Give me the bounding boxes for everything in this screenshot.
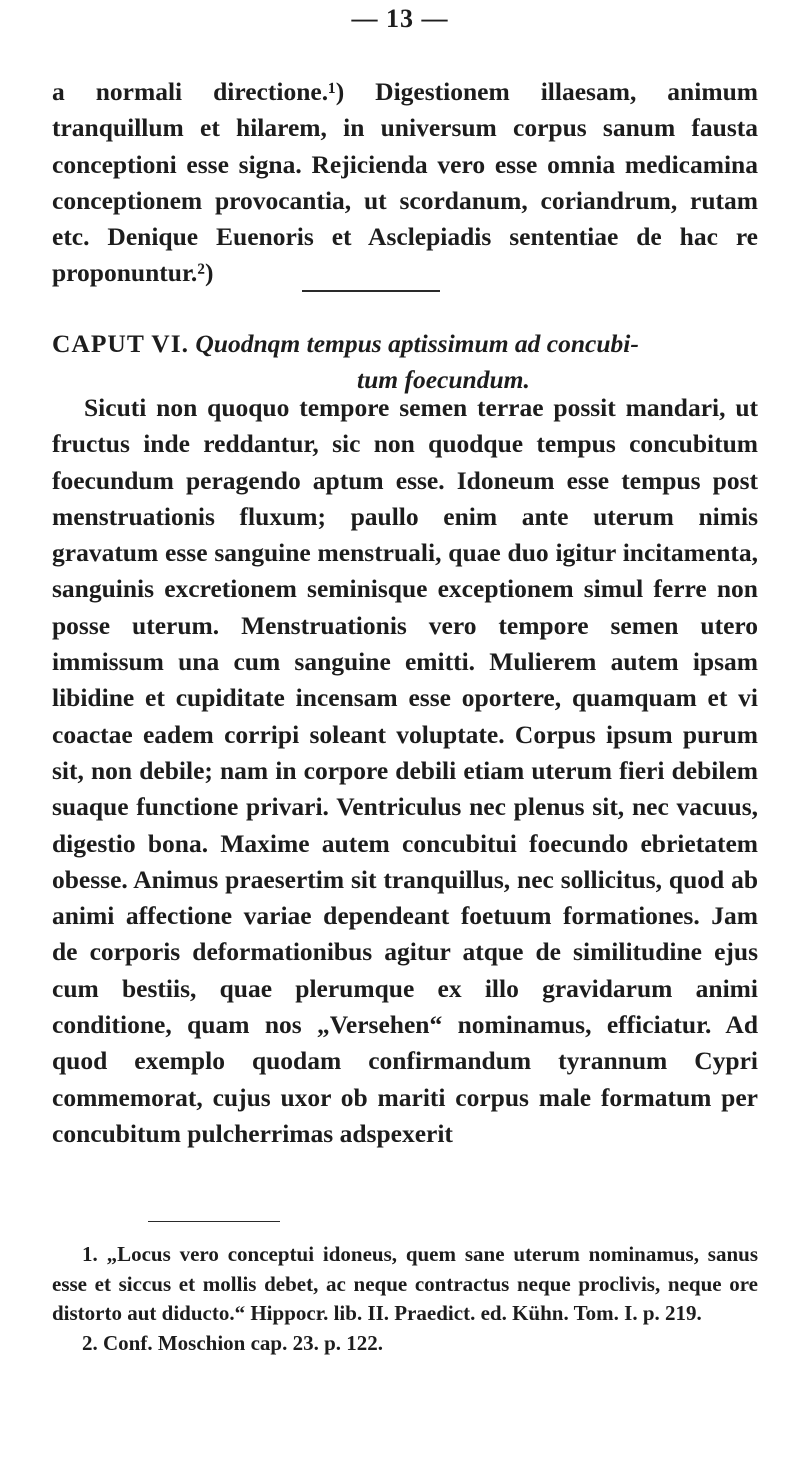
footnote-divider bbox=[148, 1221, 280, 1222]
footnote-2: 2. Conf. Moschion cap. 23. p. 122. bbox=[82, 1330, 384, 1355]
footnote-1: 1. „Locus vero conceptui idoneus, quem sane uterum nominamus, sanus esse et siccus et mollis debet, ac neque contractus neque proclivis, neque ore distorto aut diducto.“ Hippocr. lib. II. Praedict. ed. Kühn. Tom. I. p. 219. bbox=[52, 1242, 758, 1325]
paragraph-text: Sicuti non quoquo tempore semen terrae possit mandari, ut fructus inde reddantur, sic non quodque tempus concubitum foecundum peragendo aptum esse. Idoneum esse tempus post menstruationis fluxum; paullo enim ante uterum nimis gravatum esse sanguine menstruali, quae duo igitur incitamenta, sanguinis excretionem seminisque exceptionem simul ferre non posse uterum. Menstruationis vero tempore semen utero immissum una cum sanguine emitti. Mulierem autem ipsam libidine et cupiditate incensam esse oportere, quamquam et vi coactae eadem corripi soleant voluptate. Corpus ipsum purum sit, non debile; nam in corpore debili etiam uterum fieri debilem suaque functione privari. Ventriculus nec plenus sit, nec vacuus, digestio bona. Maxime autem concubitui foecundo ebrietatem obesse. Animus praesertim sit tranquillus, nec sollicitus, quod ab animi affectione variae dependeant foetuum formationes. Jam de corporis deformationibus agitur atque de similitudine ejus cum bestiis, quae plerumque ex illo gravidarum animi conditione, quam nos „Versehen“ nominamus, efficiatur. Ad quod exemplo quodam confirmandum tyrannum Cypri commemorat, cujus uxor ob mariti corpus male formatum per concubitum pulcherrimas adspexerit bbox=[52, 393, 758, 1148]
paragraph-text: a normali directione.¹) Digestionem illaesam, animum tranquillum et hilarem, in universum corpus sanum fausta conceptioni esse signa. Rejicienda vero esse omnia medicamina conceptionem provocantia, ut scordanum, coriandrum, rutam etc. Denique Euenoris et Asclepiadis sententiae de hac re proponuntur.²) bbox=[52, 77, 758, 288]
chapter-title-line1: Quodnqm tempus aptissimum ad concubi- bbox=[195, 329, 639, 358]
page-number: — 13 — bbox=[351, 4, 449, 33]
paragraph-continuation bbox=[52, 74, 758, 292]
chapter-heading bbox=[52, 326, 758, 398]
chapter-label: CAPUT VI. bbox=[52, 329, 189, 358]
footnotes bbox=[52, 1240, 758, 1358]
chapter-title-line2: tum foecundum. bbox=[357, 365, 530, 394]
section-divider bbox=[302, 290, 440, 292]
chapter-body bbox=[52, 390, 758, 1152]
